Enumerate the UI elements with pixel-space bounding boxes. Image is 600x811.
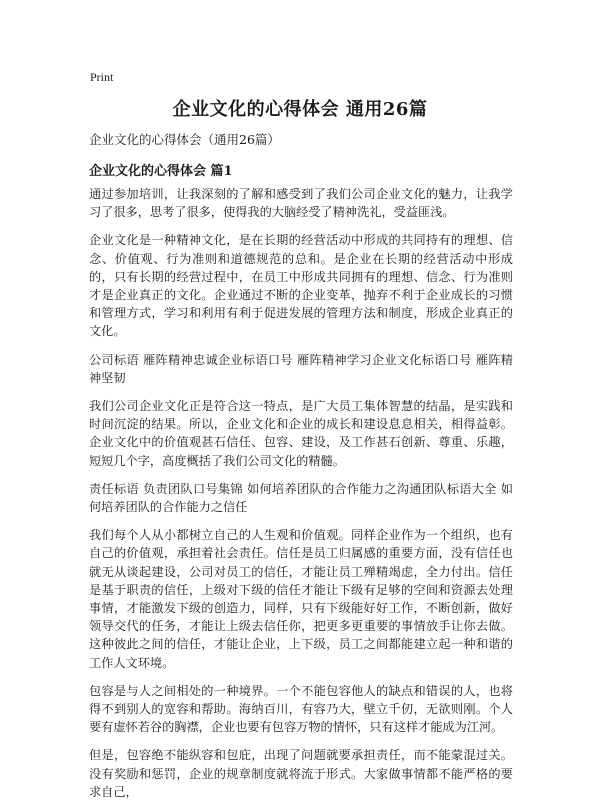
- document-subtitle: 企业文化的心得体会（通用26篇）: [89, 132, 280, 147]
- paragraph: 包容是与人之间相处的一种境界。一个不能包容他人的缺点和错误的人，也将得不到别人的宽容和帮助。海纳百川，有容乃大，壁立千仞，无欲则刚。个人要有虚怀若谷的胸襟，企业也要有包容万物的情怀，只有这样才能成为江河。: [89, 683, 513, 735]
- paragraph: 通过参加培训，让我深刻的了解和感受到了我们公司企业文化的魅力，让我学习了很多，思考了很多，使得我的大脑经受了精神洗礼，受益匪浅。: [89, 187, 513, 220]
- paragraph: 但是，包容绝不能纵容和包庇，出现了问题就要承担责任，而不能蒙混过关。没有奖励和惩罚，企业的规章制度就将流于形式。大家做事情都不能严格的要求自己，: [89, 748, 513, 799]
- section-heading: 企业文化的心得体会 篇1: [89, 164, 233, 179]
- document-body: [89, 185, 513, 811]
- paragraph: 我们公司企业文化正是符合这一特点，是广大员工集体智慧的结晶，是实践和时间沉淀的结果。所以，企业文化和企业的成长和建设息息相关，相得益彰。企业文化中的价值观甚石信任、包容、建设，及工作甚石创新、尊重、乐趣，短短几个字，高度概括了我们公司文化的精髓。: [89, 399, 513, 468]
- paragraph: 责任标语 负责团队口号集锦 如何培养团队的合作能力之沟通团队标语大全 如何培养团队的合作能力之信任: [89, 481, 513, 515]
- paragraph: 企业文化是一种精神文化，是在长期的经营活动中形成的共同持有的理想、信念、价值观、行为准则和道德规范的总和。是企业在长期的经营活动中形成的，只有长期的经营过程中，在员工中形成共同拥有的理想、信念、行为准则才是企业真正的文化。企业通过不断的企业变革，抛弃不利于企业成长的习惯和管理方式，学习和利用有利于促进发展的管理方法和制度，形成企业真正的文化。: [89, 233, 513, 339]
- paragraph: 公司标语 雁阵精神忠诚企业标语口号 雁阵精神学习企业文化标语口号 雁阵精神坚韧: [89, 352, 513, 385]
- page-title: 企业文化的心得体会 通用26篇: [172, 99, 428, 120]
- print-link[interactable]: Print: [90, 70, 114, 84]
- paragraph: 我们每个人从小都树立自己的人生观和价值观。同样企业作为一个组织，也有自己的价值观，承担着社会责任。信任是员工归属感的重要方面，没有信任也就无从谈起建设，公司对员工的信任，才能让员工殚精竭虑，全力付出。信任是基于职责的信任，上级对下级的信任才能让下级有足够的空间和资源去处理事情，才能激发下级的创造力，同样，只有下级能好好工作，不断创新，做好领导交代的任务，才能让上级去信任你，把更多更重要的事情放手让你去做。这种彼此之间的信任，才能让企业，上下级，员工之间都能建立起一种和谐的工作人文环境。: [89, 528, 513, 670]
